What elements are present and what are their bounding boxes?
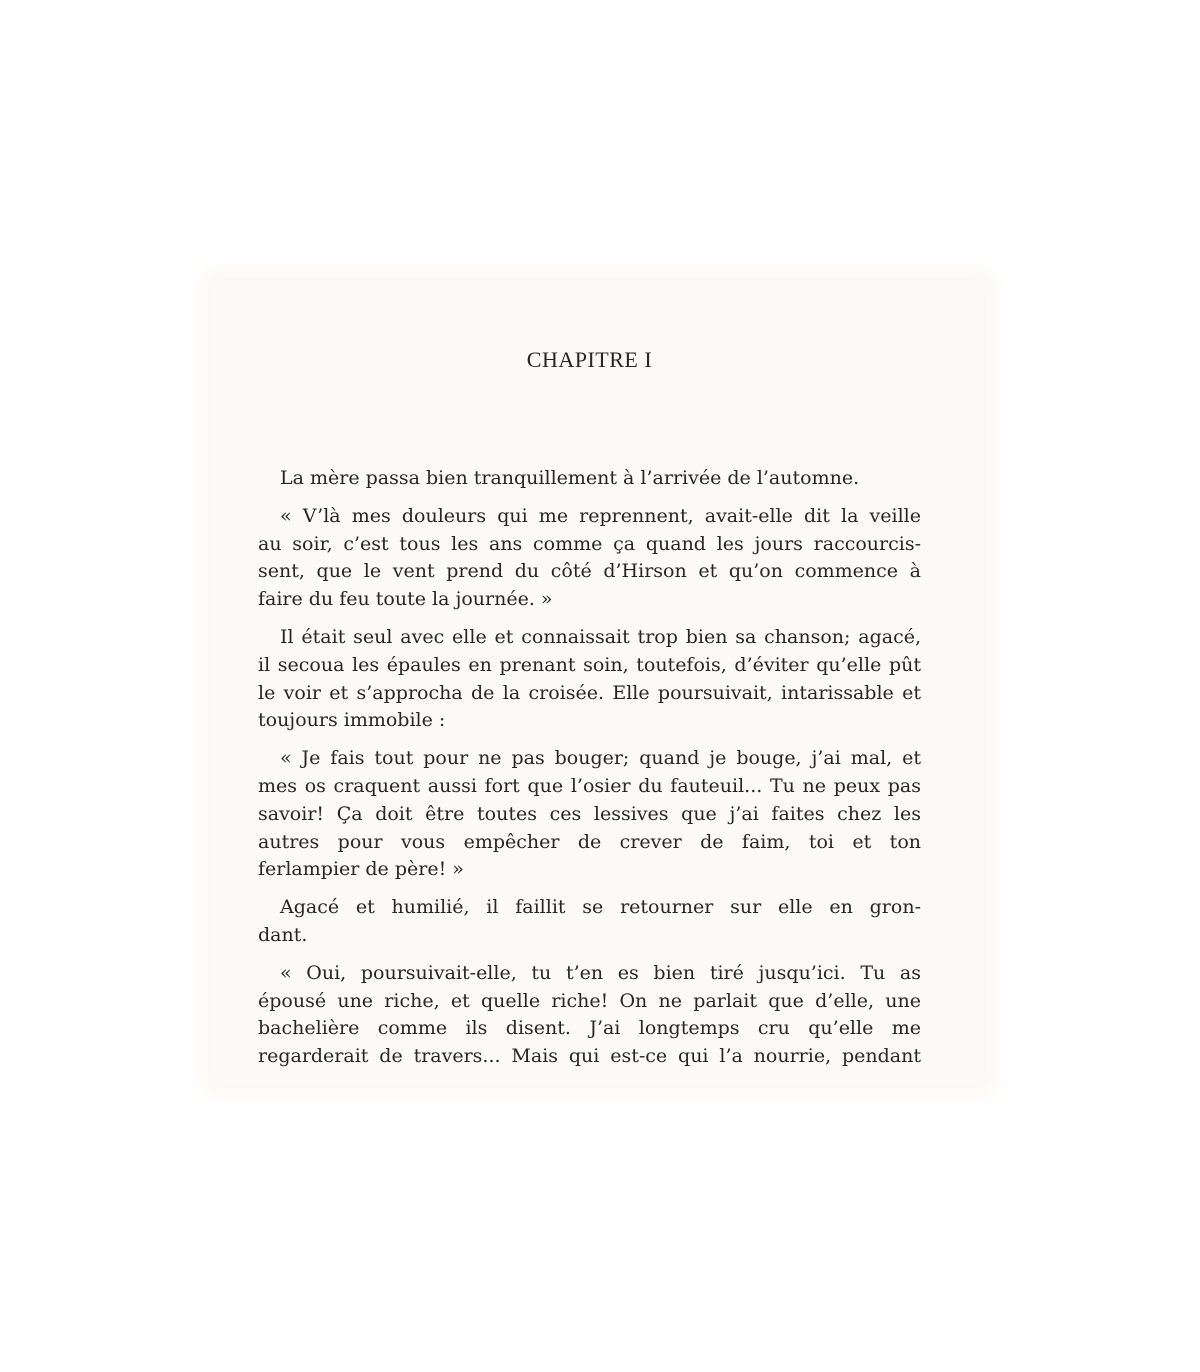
paragraph xyxy=(258,465,921,493)
text-line: épousé une riche, et quelle riche! On ne parlait que d’elle, une xyxy=(258,989,921,1012)
text-line: Il était seul avec elle et connaissait trop bien sa chanson; agacé, xyxy=(280,625,921,648)
paragraph xyxy=(258,624,921,735)
text-line: regarderait de travers... Mais qui est-ce qui l’a nourrie, pendant xyxy=(258,1045,921,1068)
text-line: faire du feu toute la journée. » xyxy=(258,588,553,611)
paragraph xyxy=(258,960,921,1071)
text-line: « Je fais tout pour ne pas bouger; quand je bouge, j’ai mal, et xyxy=(280,747,921,770)
text-line: autres pour vous empêcher de crever de faim, toi et ton xyxy=(258,830,921,853)
text-line: bachelière comme ils disent. J’ai longtemps cru qu’elle me xyxy=(258,1017,921,1040)
text-line: dant. xyxy=(258,923,308,946)
text-line: sent, que le vent prend du côté d’Hirson et qu’on commence à xyxy=(258,560,921,583)
text-line: mes os craquent aussi fort que l’osier du fauteuil... Tu ne peux pas xyxy=(258,774,921,797)
text-line: Agacé et humilié, il faillit se retourner sur elle en gron- xyxy=(280,896,921,919)
text-line: « Oui, poursuivait-elle, tu t’en es bien tiré jusqu’ici. Tu as xyxy=(280,961,921,984)
text-line: il secoua les épaules en prenant soin, toutefois, d’éviter qu’elle pût xyxy=(258,653,921,676)
text-line: le voir et s’approcha de la croisée. Elle poursuivait, intarissable et xyxy=(258,681,921,704)
text-line: La mère passa bien tranquillement à l’arrivée de l’automne. xyxy=(280,467,860,489)
book-page-text xyxy=(258,345,921,1081)
text-line: toujours immobile : xyxy=(258,709,446,732)
text-line: ferlampier de père! » xyxy=(258,858,464,881)
paragraph xyxy=(258,503,921,614)
chapter-title: CHAPITRE I xyxy=(526,347,653,372)
paragraph xyxy=(258,745,921,884)
text-line: « V’là mes douleurs qui me reprennent, avait-elle dit la veille xyxy=(280,504,921,527)
paragraph xyxy=(258,894,921,950)
text-line: au soir, c’est tous les ans comme ça quand les jours raccourcis- xyxy=(258,532,921,555)
text-line: savoir! Ça doit être toutes ces lessives que j’ai faites chez les xyxy=(258,802,921,825)
